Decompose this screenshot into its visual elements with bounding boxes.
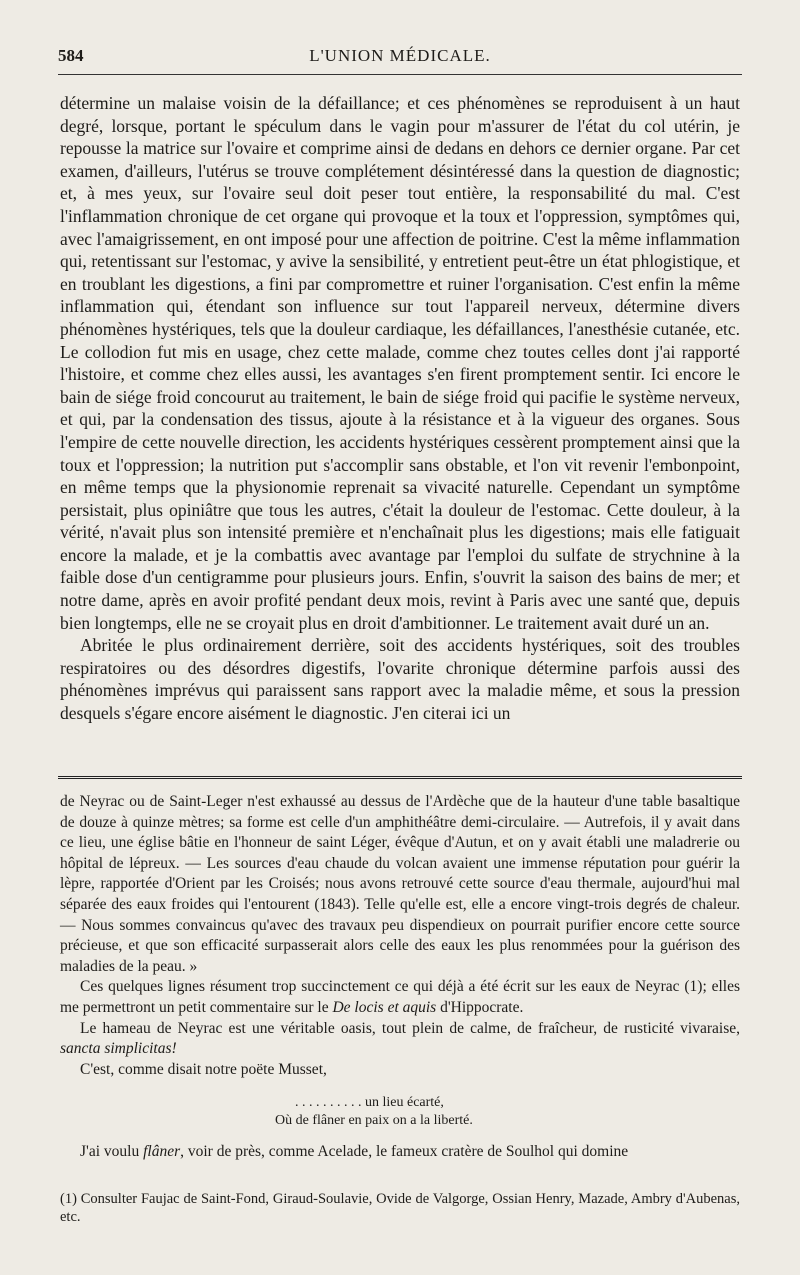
paragraph [60, 1142, 740, 1163]
quoted-section [60, 792, 740, 1163]
text-run: J'ai voulu [80, 1143, 144, 1161]
page-number: 584 [58, 46, 84, 65]
section-divider [58, 776, 742, 779]
emphasis: flâner [143, 1143, 181, 1161]
verse-quote [60, 1094, 740, 1130]
paragraph: détermine un malaise voisin de la défaillance; et ces phénomènes se reproduisent à un haut degré, lorsque, portant le spéculum dans le vagin pour m'assurer de l'état du col utérin, je repousse la matrice sur l'ovaire et comprime ainsi de dedans en dehors ce dernier organe. Par cet examen, d'ailleurs, l'utérus se trouve complétement désintéressé dans la question de diagnostic; et, à mes yeux, sur l'ovaire seul doit peser tout entière, la responsabilité du mal. C'est l'inflammation chronique de cet organe qui provoque et la toux et l'oppression, symptômes qui, avec l'amaigrissement, en ont imposé pour une affection de poitrine. C'est la même inflammation qui, retentissant sur l'estomac, y avive la sensibilité, y entretient peut-être un état phlogistique, et en troublant les digestions, a fini par compromettre et ruiner l'organisation. C'est enfin la même inflammation qui, étendant son influence sur tout l'appareil nerveux, détermine divers phénomènes hystériques, tels que la douleur cardiaque, les défaillances, l'anesthésie cutanée, etc. Le collodion fut mis en usage, chez cette malade, comme chez toutes celles dont j'ai rapporté l'histoire, et comme chez elles aussi, les avantages s'en firent promptement sentir. Ici encore le bain de siége froid concourut au traitement, le bain de siége froid qui pacifie le système nerveux, et qui, par la condensation des tissus, ajoute à la résistance et à la vigueur des organes. Sous l'empire de cette nouvelle direction, les accidents hystériques cessèrent promptement ainsi que la toux et l'oppression; la nutrition put s'accomplir sans obstable, et l'on vit revenir l'embonpoint, en même temps que la physionomie reprenait sa vivacité naturelle. Cependant un symptôme persistait, plus opiniâtre que tous les autres, c'était la douleur de l'estomac. Cette douleur, à la vérité, n'avait plus son intensité première et n'enchaînait plus les digestions; mais elle fatiguait encore la malade, et je la combattis avec avantage par l'emploi du sulfate de strychnine à la faible dose d'un centigramme pour plusieurs jours. Enfin, s'ouvrit la saison des bains de mer; et notre dame, après en avoir profité pendant deux mois, revint à Paris avec une santé que, depuis bien longtemps, elle ne se croyait plus en droit d'ambitionner. Le traitement avait duré un an. [60, 93, 740, 633]
paragraph: de Neyrac ou de Saint-Leger n'est exhaussé au dessus de l'Ardèche que de la hauteur d'une table basaltique de douze à quinze mètres; sa forme est celle d'un amphithéâtre demi-circulaire. — Autrefois, il y avait dans ce lieu, une église bâtie en l'honneur de saint Léger, évêque d'Autun, et on y avait établi une maladrerie ou hôpital de lépreux. — Les sources d'eau chaude du volcan avaient une immense réputation pour guérir la lèpre, rapportée d'Orient par les Croisés; nous avons retrouvé cette source d'eau thermale, aujourd'hui mal séparée des eaux froides qui l'entourent (1843). Telle qu'elle est, elle a encore vingt-trois degrés de chaleur. — Nous sommes convaincus qu'avec des travaux peu dispendieux on pourrait purifier encore cette source précieuse, et que son efficacité surpasserait alors celle des eaux les plus renommées pour la guérison des maladies de la peau. » [60, 793, 740, 975]
running-title: L'UNION MÉDICALE. [309, 46, 491, 65]
paragraph [60, 977, 740, 1018]
main-text [60, 92, 740, 725]
paragraph: C'est, comme disait notre poëte Musset, [80, 1060, 327, 1078]
footnote: (1) Consulter Faujac de Saint-Fond, Giraud-Soulavie, Ovide de Valgorge, Ossian Henry, Mazade, Ambry d'Aubenas, etc. [60, 1191, 740, 1225]
header-rule [58, 74, 742, 75]
text-run: Le hameau de Neyrac est une véritable oasis, tout plein de calme, de fraîcheur, de rusticité vivaraise, [80, 1019, 740, 1037]
work-title: De locis et aquis [332, 998, 437, 1016]
verse-line: . . . . . . . . . . un lieu écarté, [295, 1095, 444, 1111]
text-run: d'Hippocrate. [436, 998, 524, 1016]
text-run: , voir de près, comme Acelade, le fameux cratère de Soulhol qui domine [180, 1143, 629, 1161]
paragraph: Abritée le plus ordinairement derrière, soit des accidents hystériques, soit des troubles respiratoires ou des désordres digestifs, l'ovarite chronique détermine parfois aussi des phénomènes imprévus qui paraissent sans rapport avec la maladie même, et sous la pression desquels s'égare encore aisément le diagnostic. J'en citerai ici un [60, 635, 740, 724]
latin-phrase: sancta simplicitas! [60, 1040, 177, 1058]
verse-line: Où de flâner en paix on a la liberté. [275, 1113, 473, 1129]
text-run: Ces quelques lignes résument trop succinctement ce qui déjà a été écrit sur les eaux de Neyrac (1); elles me permettront un petit commentaire sur le [60, 978, 740, 1016]
paragraph [60, 1019, 740, 1060]
page-header [58, 40, 742, 70]
